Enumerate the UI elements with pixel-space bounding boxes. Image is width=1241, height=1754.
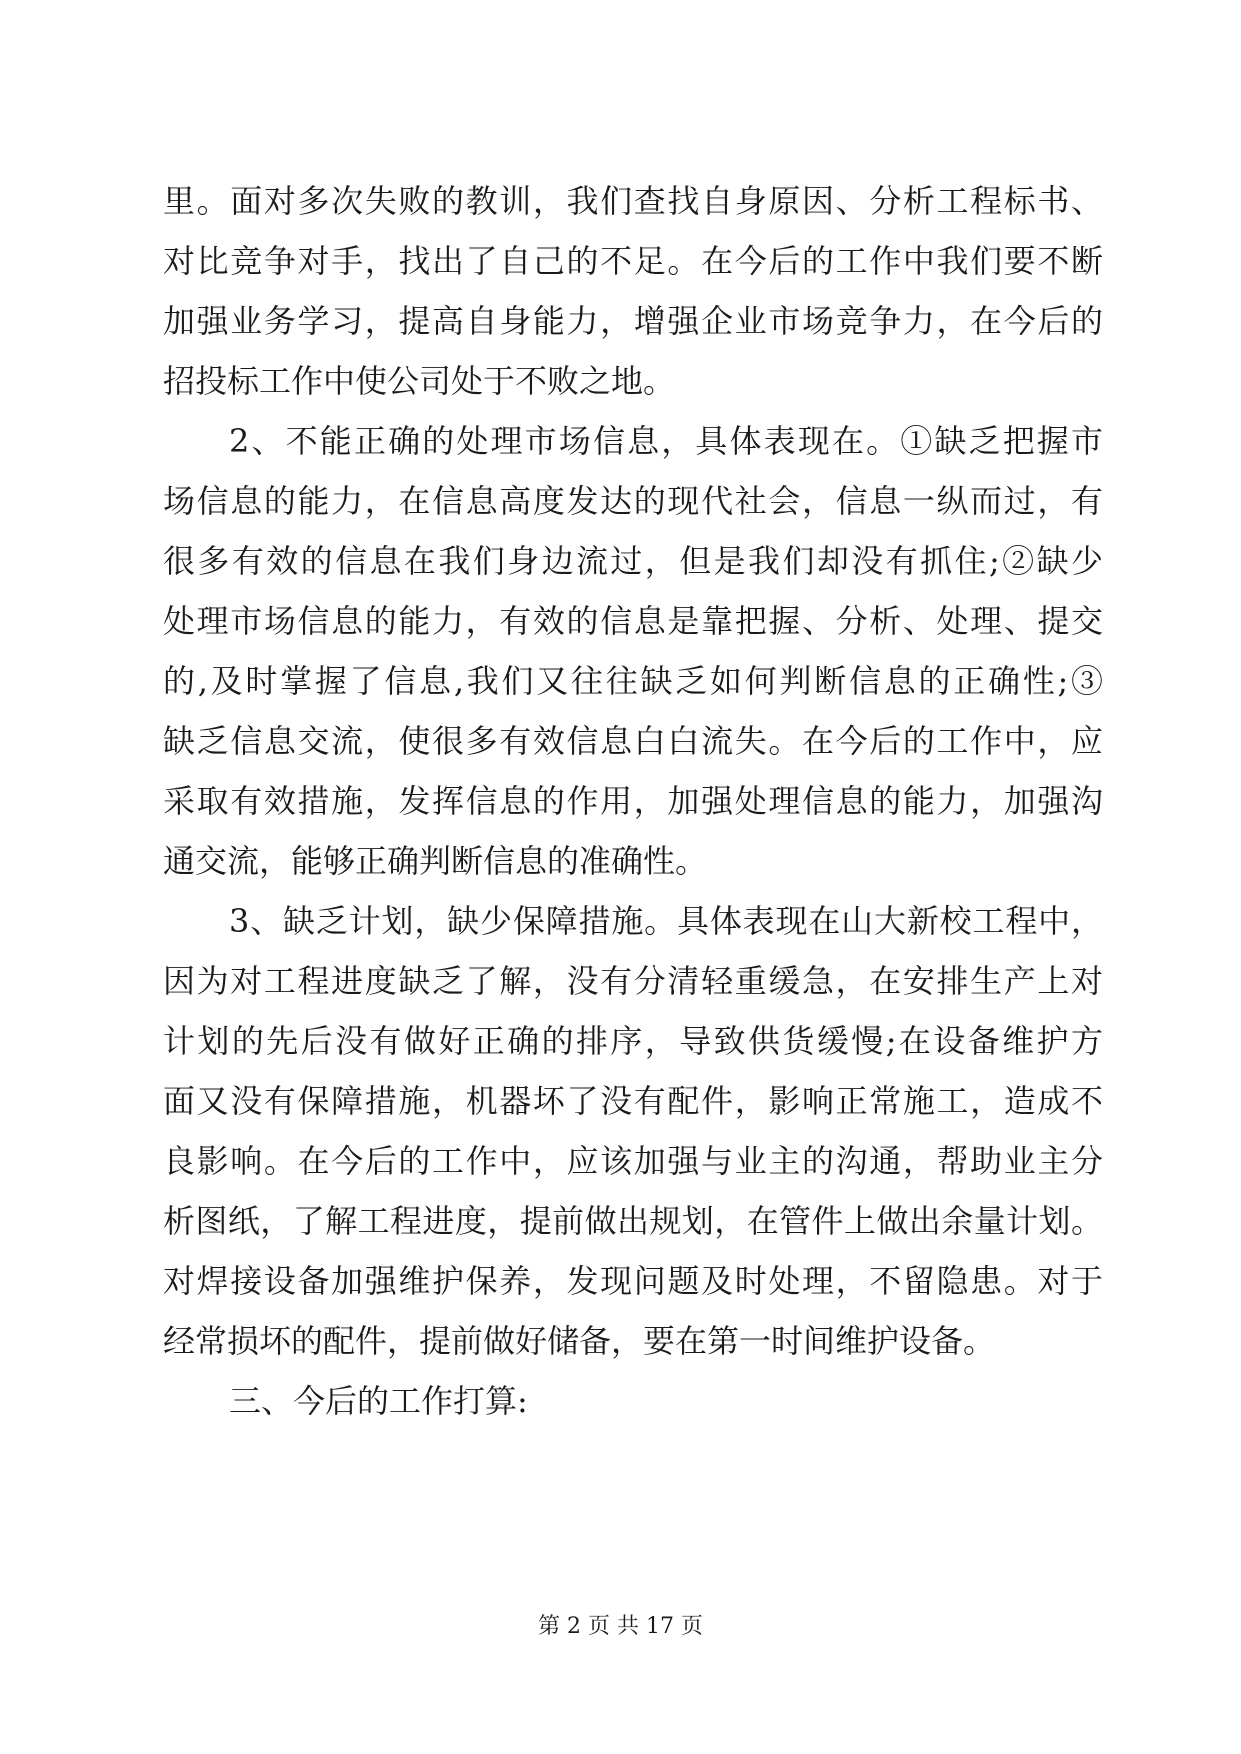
text-line: 缺乏信息交流，使很多有效信息白白流失。在今后的工作中，应 <box>163 722 1103 760</box>
text-line: 采取有效措施，发挥信息的作用，加强处理信息的能力，加强沟 <box>163 782 1103 820</box>
paragraph-2-first-line: 2、不能正确的处理市场信息，具体表现在。①缺乏把握市 <box>229 422 1103 460</box>
text-line: 处理市场信息的能力，有效的信息是靠把握、分析、处理、提交 <box>163 602 1103 640</box>
text-line: 加强业务学习，提高自身能力，增强企业市场竞争力，在今后的 <box>163 302 1103 340</box>
text-line: 通交流，能够正确判断信息的准确性。 <box>163 842 708 880</box>
section-heading: 三、今后的工作打算: <box>229 1382 528 1420</box>
page-number-footer: 第 2 页 共 17 页 <box>538 1614 703 1639</box>
text-line: 面又没有保障措施，机器坏了没有配件，影响正常施工，造成不 <box>163 1082 1103 1120</box>
text-line: 计划的先后没有做好正确的排序，导致供货缓慢;在设备维护方 <box>163 1022 1103 1060</box>
text-line: 经常损坏的配件，提前做好储备，要在第一时间维护设备。 <box>163 1322 996 1360</box>
text-line: 对比竞争对手，找出了自己的不足。在今后的工作中我们要不断 <box>163 242 1103 280</box>
text-line: 场信息的能力，在信息高度发达的现代社会，信息一纵而过，有 <box>163 482 1103 520</box>
text-line: 招投标工作中使公司处于不败之地。 <box>163 362 676 400</box>
text-line: 很多有效的信息在我们身边流过，但是我们却没有抓住;②缺少 <box>163 542 1103 580</box>
text-line: 里。面对多次失败的教训，我们查找自身原因、分析工程标书、 <box>163 182 1103 220</box>
text-line: 析图纸，了解工程进度，提前做出规划，在管件上做出余量计划。 <box>163 1202 1103 1240</box>
paragraph-3-first-line: 3、缺乏计划，缺少保障措施。具体表现在山大新校工程中， <box>229 902 1103 940</box>
text-line: 对焊接设备加强维护保养，发现问题及时处理，不留隐患。对于 <box>163 1262 1103 1300</box>
text-line: 良影响。在今后的工作中，应该加强与业主的沟通，帮助业主分 <box>163 1142 1103 1180</box>
text-line: 的,及时掌握了信息,我们又往往缺乏如何判断信息的正确性;③ <box>163 662 1103 700</box>
text-line: 因为对工程进度缺乏了解，没有分清轻重缓急，在安排生产上对 <box>163 962 1103 1000</box>
